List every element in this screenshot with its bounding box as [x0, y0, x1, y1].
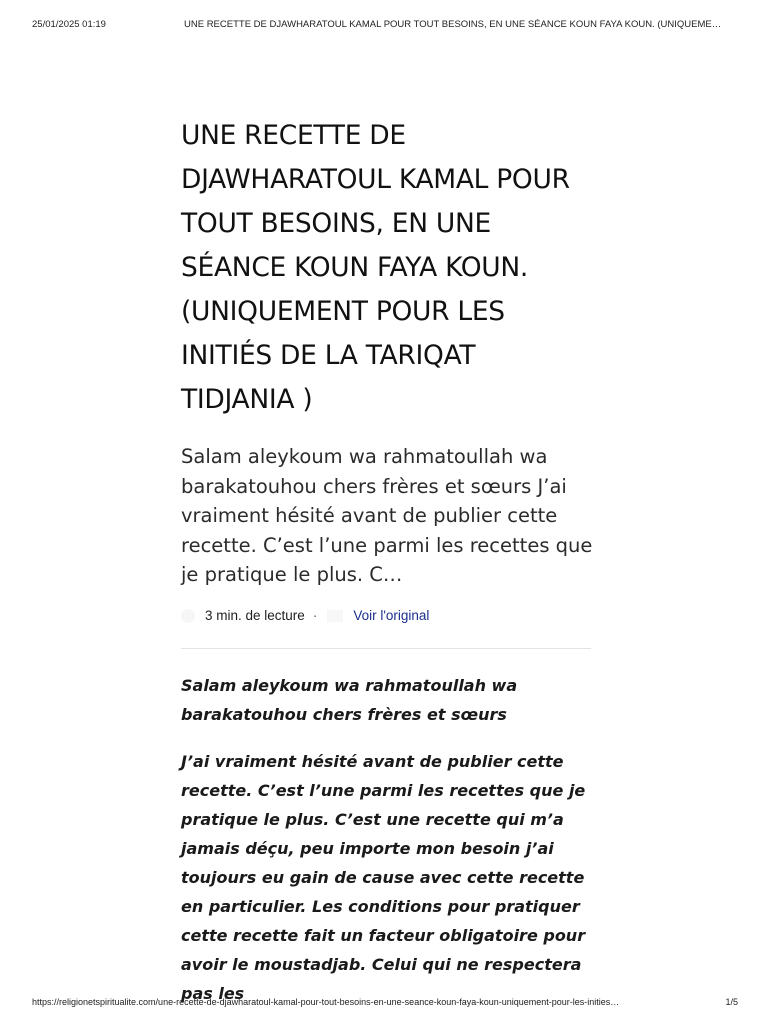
article-title: UNE RECETTE DE DJAWHARATOUL KAMAL POUR TOUT BESOINS, EN UNE SÉANCE KOUN FAYA KOUN. (UNIQUEMENT POUR LES INITIÉS DE LA TARIQAT TIDJANIA )	[181, 120, 570, 415]
article-excerpt: Salam aleykoum wa rahmatoullah wa barakatouhou chers frères et sœurs J’ai vraiment hésité avant de publier cette recette. C’est l’une parmi les recettes que je pratique le plus. C…	[181, 445, 593, 586]
print-footer	[32, 995, 738, 1009]
view-original-link[interactable]: Voir l'original	[353, 608, 430, 623]
print-datetime: 25/01/2025 01:19	[32, 19, 106, 30]
page-number: 1/5	[725, 997, 738, 1007]
print-header	[32, 18, 738, 32]
divider	[181, 648, 591, 649]
print-url: https://religionetspiritualite.com/une-recette-de-djawharatoul-kamal-pour-tout-besoins-en-une-seance-koun-faya-koun-uniquement-pour-les-inities…	[32, 997, 620, 1007]
article	[181, 114, 593, 1008]
meta-separator: ·	[312, 608, 318, 623]
link-icon	[327, 610, 343, 622]
print-document-title: UNE RECETTE DE DJAWHARATOUL KAMAL POUR TOUT BESOINS, EN UNE SÉANCE KOUN FAYA KOUN. (UNIQUEME…	[184, 19, 722, 30]
clock-icon	[181, 609, 195, 623]
read-time: 3 min. de lecture	[205, 608, 305, 623]
article-meta	[181, 604, 593, 628]
article-greeting: Salam aleykoum wa rahmatoullah wa barakatouhou chers frères et sœurs	[181, 675, 518, 724]
article-intro-paragraph: J’ai vraiment hésité avant de publier cette recette. C’est l’une parmi les recettes que je pratique le plus. C’est une recette qui m’a jamais déçu, peu importe mon besoin j’ai toujours eu gain de cause avec cette recette en particulier. Les conditions pour pratiquer cette recette fait un facteur obligatoire pour avoir le moustadjab. Celui qui ne respectera pas les	[181, 751, 586, 1003]
